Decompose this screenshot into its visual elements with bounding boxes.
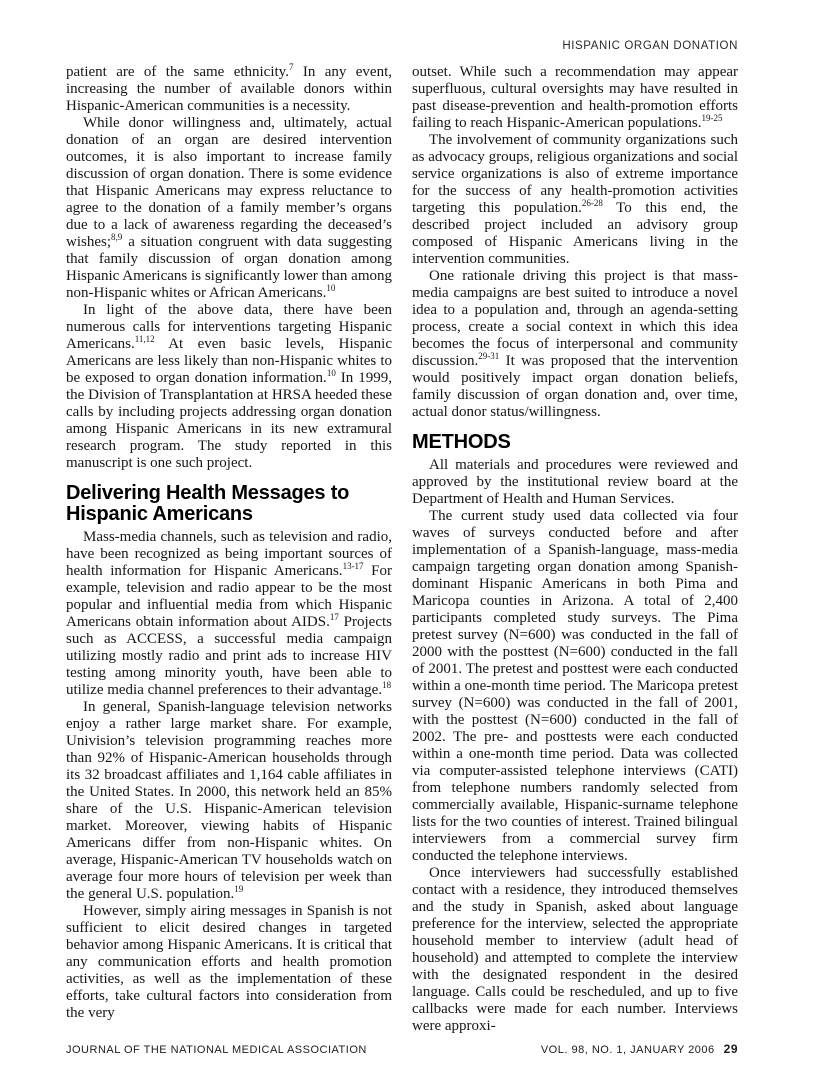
reference-superscript: 29-31 (478, 351, 500, 361)
page-number: 29 (723, 1042, 738, 1056)
paragraph: The current study used data collected via four waves of surveys conducted before and after implementation of a Spanish-language, mass-media campaign targeting organ donation among Spanish-dominant Hispanic Americans in both Pima and Maricopa counties in Arizona. A total of 2,400 participants completed study surveys. The Pima pretest survey (N=600) was conducted in the fall of 2000 with the posttest (N=600) conducted in the fall of 2001. The pretest and posttest were each conducted within a one-month time period. The Maricopa pretest survey (N=600) was conducted in the fall of 2001, with the posttest (N=600) conducted in the fall of 2002. The pre- and posttests were each conducted within a one-month time period. Data was collected via computer-assisted telephone interviews (CATI) from telephone numbers randomly selected from commercially available, Hispanic-surname telephone lists for the two counties of interest. Trained bilingual interviewers from a commercial survey firm conducted the telephone interviews. (412, 508, 738, 864)
section-heading: Delivering Health Messages to Hispanic Americans (66, 482, 350, 525)
reference-superscript: 10 (326, 283, 336, 293)
reference-superscript: 17 (329, 612, 339, 622)
paragraph: patient are of the same ethnicity.$^7$ In any event, increasing the number of available donors within Hispanic-American communities is a necessity. (66, 62, 393, 114)
paragraph: All materials and procedures were reviewed and approved by the institutional review board at the Department of Health and Human Services. (412, 457, 738, 507)
reference-superscript: 19-25 (701, 113, 723, 123)
footer-journal-name: JOURNAL OF THE NATIONAL MEDICAL ASSOCIATION (66, 1044, 367, 1056)
section-heading: METHODS (412, 431, 511, 453)
paragraph: In light of the above data, there have been numerous calls for interventions targeting Hispanic Americans.$^{11,12}$ At even basic levels, Hispanic Americans are less likely than non-Hispanic whites to be exposed to organ donation information.$^{10}$ In 1999, the Division of Transplantation at HRSA heeded these calls by including projects addressing organ donation among Hispanic Americans in its new extramural research program. The study reported in this manuscript is one such project. (66, 302, 393, 471)
reference-superscript: 26-28 (581, 198, 603, 208)
reference-superscript: 7 (288, 62, 294, 72)
paragraph: Mass-media channels, such as television and radio, have been recognized as being important sources of health information for Hispanic Americans.$^{13-17}$ For example, television and radio appear to be the most popular and influential media from which Hispanic Americans obtain information about AIDS.$^{17}$ Projects such as ACCESS, a successful media campaign utilizing mostly radio and print ads to increase HIV testing among minority youth, have been able to utilize media channel preferences to their advantage.$^{18}$ (66, 529, 392, 698)
paragraph: One rationale driving this project is that mass-media campaigns are best suited to introduce a novel idea to a population and, through an agenda-setting process, create a social context in which this idea becomes the focus of interpersonal and community discussion.$^{29-31}$ It was proposed that the intervention would positively impact organ donation beliefs, family discussion of organ donation and, over time, actual donor status/willingness. (412, 268, 738, 420)
paragraph: However, simply airing messages in Spanish is not sufficient to elicit desired changes in targeted behavior among Hispanic Americans. It is critical that any communication efforts and health promotion activities, as well as the implementation of these efforts, take cultural factors into consideration from the very (66, 903, 392, 1021)
paragraph: Once interviewers had successfully established contact with a residence, they introduced themselves and the study in Spanish, asked about language preference for the interview, selected the appropriate household member to interview (adult head of household) and attempted to complete the interview with the designated respondent in the desired language. Calls could be rescheduled, and up to five callbacks were made for each number. Interviews were approxi- (412, 865, 738, 1034)
right-column (412, 64, 738, 1035)
running-head: HISPANIC ORGAN DONATION (562, 40, 738, 52)
page-footer (66, 1042, 738, 1056)
reference-superscript: 19 (234, 884, 244, 894)
reference-superscript: 10 (326, 368, 336, 378)
reference-superscript: 8,9 (111, 232, 123, 242)
footer-volume-date: VOL. 98, NO. 1, JANUARY 2006 (540, 1044, 715, 1056)
article-body (66, 64, 738, 1035)
paragraph: The involvement of community organizations such as advocacy groups, religious organizations and social service organizations is also of extreme importance for the success of any health-promotion activities targeting this population.$^{26-28}$ To this end, the described project included an advisory group composed of Hispanic Americans living in the intervention communities. (412, 132, 739, 267)
paragraph: outset. While such a recommendation may appear superfluous, cultural oversights may have resulted in past disease-prevention and health-promotion efforts failing to reach Hispanic-American populations.$^{19-25}$ (412, 64, 738, 131)
reference-superscript: 11,12 (134, 334, 155, 344)
left-column (66, 64, 392, 1035)
paragraph: While donor willingness and, ultimately, actual donation of an organ are desired intervention outcomes, it is also important to increase family discussion of organ donation. There is some evidence that Hispanic Americans may express reluctance to agree to the donation of a family member’s organs due to a lack of awareness regarding the deceased’s wishes;$^{8,9}$ a situation congruent with data suggesting that family discussion of organ donation among Hispanic Americans is significantly lower than among non-Hispanic whites or African Americans.$^{10}$ (66, 115, 392, 301)
reference-superscript: 18 (382, 680, 392, 690)
paragraph: In general, Spanish-language television networks enjoy a rather large market share. For example, Univision’s television programming reaches more than 92% of Hispanic-American households through its 32 broadcast affiliates and 1,164 cable affiliates in the United States. In 2000, this network held an 85% share of the U.S. Hispanic-American television market. Moreover, viewing habits of Hispanic Americans differ from non-Hispanic whites. On average, Hispanic-American TV households watch on average four more hours of television per week than the general U.S. population.$^{19}$ (66, 699, 392, 902)
footer-issue-info (541, 1042, 738, 1056)
reference-superscript: 13-17 (342, 561, 364, 571)
